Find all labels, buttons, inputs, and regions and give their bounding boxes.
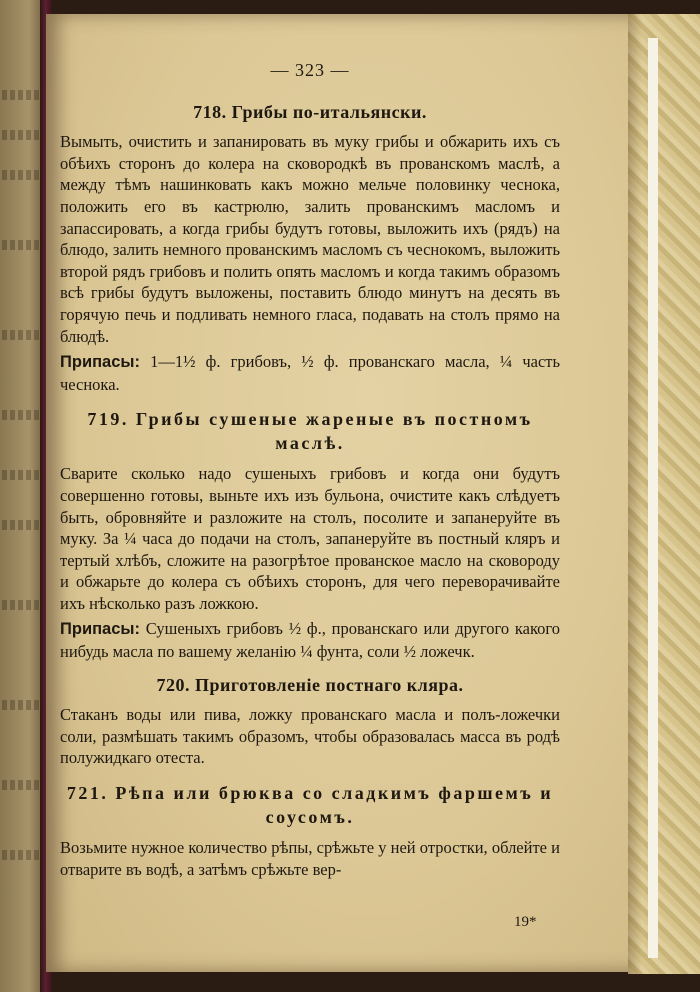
recipe-title: 721. Рѣпа или брюква со сладкимъ фаршемъ и соусомъ. [66, 783, 554, 828]
recipe-ingredients [60, 351, 560, 395]
recipe-721 [60, 781, 560, 880]
ingredients-text: Сушеныхъ грибовъ ½ ф., прованскаго или другого какого нибудь масла по вашему желанію ¼ фунта, соли ½ ложечк. [60, 619, 560, 662]
recipe-title: 718. Грибы по-итальянски. [193, 101, 427, 122]
page-text [60, 60, 560, 884]
recipe-title: 720. Приготовленіе постнаго кляра. [156, 674, 464, 695]
recipe-body: Сварите сколько надо сушеныхъ грибовъ и когда они будутъ совершенно готовы, выньте ихъ изъ бульона, очистите какъ слѣдуетъ быть, обровняйте и разложите на столъ, посолите и запанеруйте въ муку. За ¼ часа до подачи на столъ, запанеруйте въ постный кляръ и тертый хлѣбъ, сложите на разогрѣтое прованское масло на сковороду и обжарьте до колера съ обѣихъ сторонъ, для чего переворачивайте ихъ нѣсколько разъ ложкою. [60, 464, 560, 613]
recipe-body: Возьмите нужное количество рѣпы, срѣжьте у ней отростки, облейте и отварите въ водѣ, а затѣмъ срѣжьте вер- [60, 838, 560, 879]
recipe-718 [60, 102, 560, 396]
recipe-ingredients [60, 618, 560, 662]
recipe-body: Стаканъ воды или пива, ложку прованскаго масла и полъ-ложечки соли, размѣшать такимъ образомъ, чтобы образовалась масса въ родѣ полужидкаго отеста. [60, 705, 560, 768]
recipe-719 [60, 407, 560, 662]
ingredients-label: Припасы: [60, 620, 140, 639]
recipe-title: 719. Грибы сушеные жареные въ постномъ маслѣ. [87, 409, 533, 454]
page-edge-strip [648, 38, 658, 958]
recipe-body: Вымыть, очистить и запанировать въ муку грибы и обжарить ихъ съ обѣихъ сторонъ до колера на сковородкѣ въ прованскомъ маслѣ, а между тѣмъ нашинковать какъ можно мельче половинку чеснока, положить его въ кастрюлю, залить прованскимъ масломъ и запассировать, а когда грибы будутъ готовы, выложить ихъ (рядъ) на блюдо, залить немного прованскимъ масломъ съ чеснокомъ, выложить второй рядъ грибовъ и полить опять масломъ и когда такимъ образомъ всѣ грибы будутъ выложены, поставить блюдо минутъ на десять въ горячую печь и подливать немного гласа, подавать на столъ прямо на блюдѣ. [60, 132, 560, 346]
signature-mark: 19* [514, 914, 537, 930]
recipe-720 [60, 675, 560, 769]
page-fore-edge [628, 14, 700, 974]
ingredients-text: 1—1½ ф. грибовъ, ½ ф. прованскаго масла, ¼ часть чеснока. [60, 352, 561, 394]
ingredients-label: Припасы: [60, 353, 140, 372]
page-number: — 323 — [270, 60, 350, 80]
